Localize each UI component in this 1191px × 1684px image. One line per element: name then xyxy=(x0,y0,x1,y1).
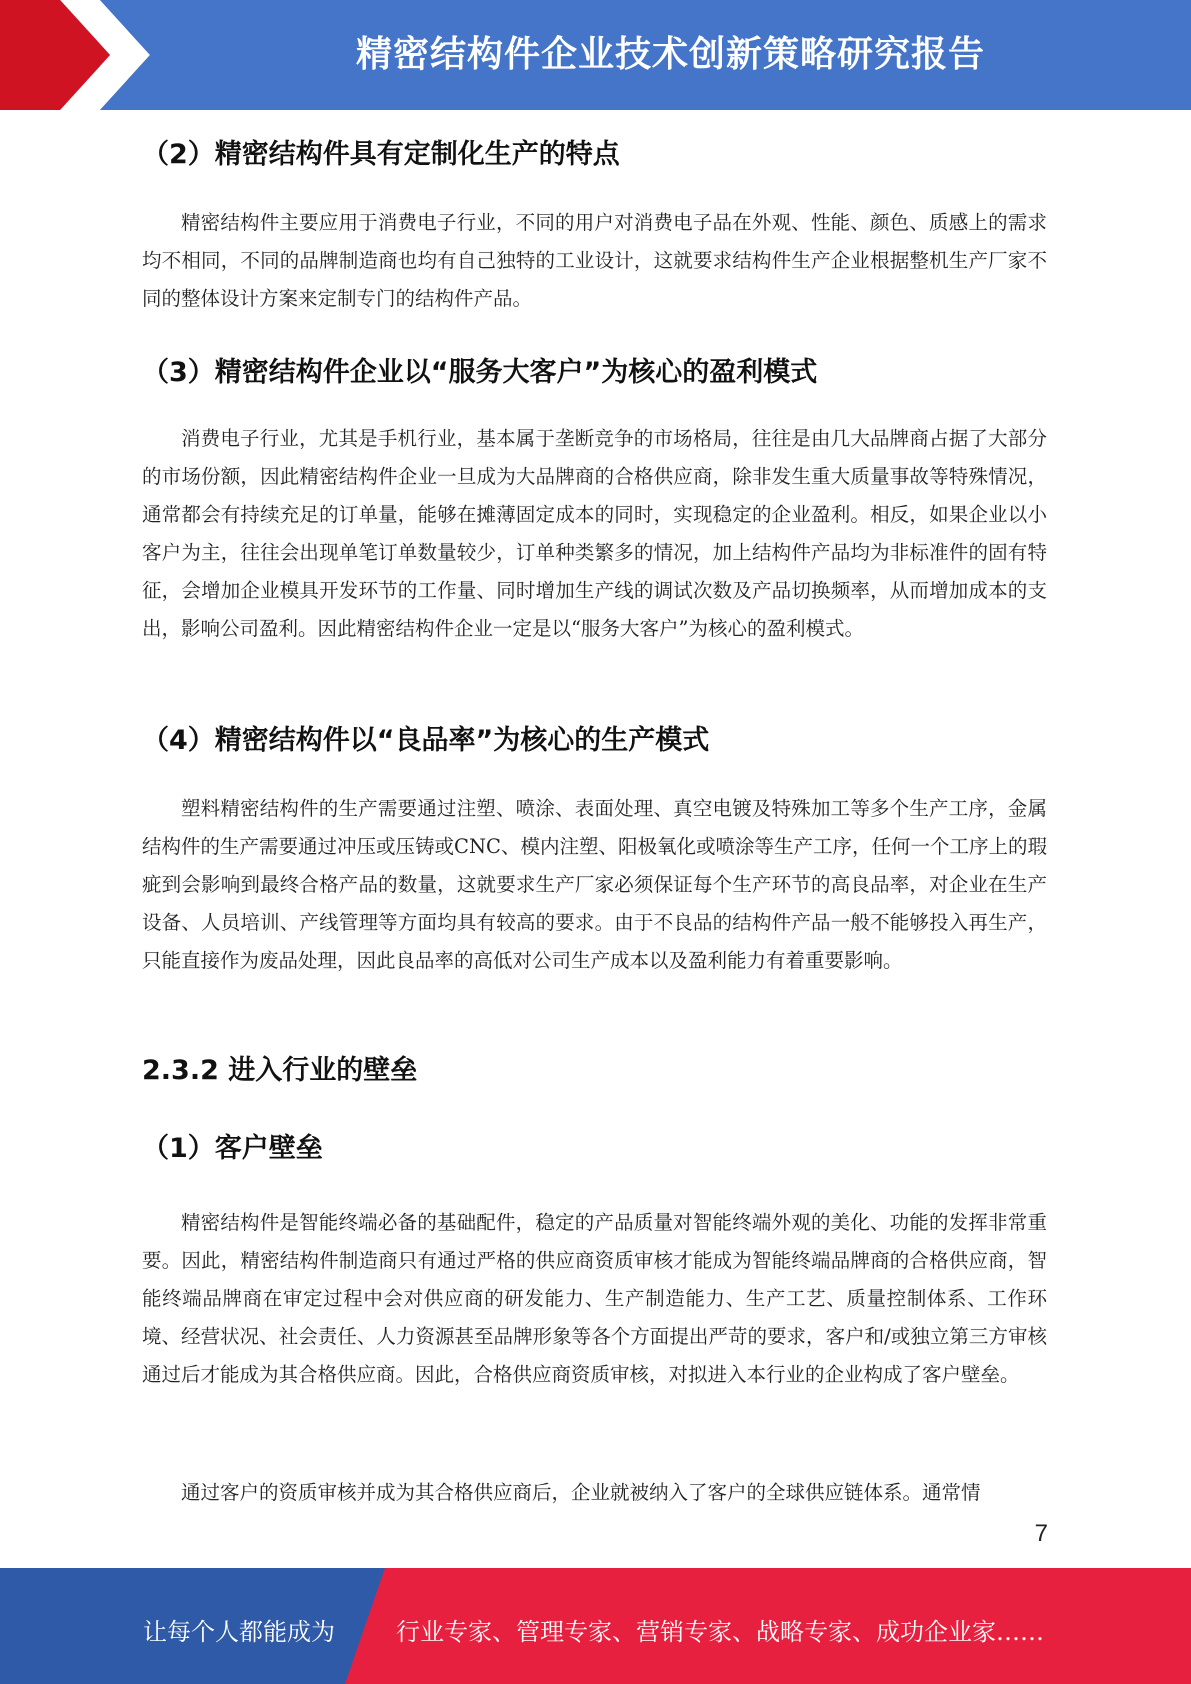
section-heading-4: （4）精密结构件以“良品率”为核心的生产模式 xyxy=(142,725,710,756)
page-number: 7 xyxy=(1034,1520,1048,1547)
paragraph-2: 精密结构件主要应用于消费电子行业，不同的用户对消费电子品在外观、性能、颜色、质感上的需求均不相同，不同的品牌制造商也均有自己独特的工业设计，这就要求结构件生产企业根据整机生产厂家不同的整体设计方案来定制专门的结构件产品。 xyxy=(142,211,1047,310)
page-header xyxy=(0,0,1191,110)
paragraph-1a: 精密结构件是智能终端必备的基础配件，稳定的产品质量对智能终端外观的美化、功能的发挥非常重要。因此，精密结构件制造商只有通过严格的供应商资质审核才能成为智能终端品牌商的合格供应商，智能终端品牌商在审定过程中会对供应商的研发能力、生产制造能力、生产工艺、质量控制体系、工作环境、经营状况、社会责任、人力资源甚至品牌形象等各个方面提出严苛的要求，客户和/或独立第三方审核通过后才能成为其合格供应商。因此，合格供应商资质审核，对拟进入本行业的企业构成了客户壁垒。 xyxy=(142,1211,1047,1386)
section-heading-2: （2）精密结构件具有定制化生产的特点 xyxy=(142,139,620,170)
header-title: 精密结构件企业技术创新策略研究报告 xyxy=(355,34,985,75)
paragraph-3: 消费电子行业，尤其是手机行业，基本属于垄断竞争的市场格局，往往是由几大品牌商占据了大部分的市场份额，因此精密结构件企业一旦成为大品牌商的合格供应商，除非发生重大质量事故等特殊情况，通常都会有持续充足的订单量，能够在摊薄固定成本的同时，实现稳定的企业盈利。相反，如果企业以小客户为主，往往会出现单笔订单数量较少，订单种类繁多的情况，加上结构件产品均为非标准件的固有特征，会增加企业模具开发环节的工作量、同时增加生产线的调试次数及产品切换频率，从而增加成本的支出，影响公司盈利。因此精密结构件企业一定是以“服务大客户”为核心的盈利模式。 xyxy=(142,427,1047,640)
footer-slogan-left: 让每个人都能成为 xyxy=(143,1618,335,1646)
footer-slogan-right: 行业专家、管理专家、营销专家、战略专家、成功企业家…… xyxy=(396,1618,1044,1646)
page-footer xyxy=(0,1568,1191,1684)
section-heading-1: （1）客户壁垒 xyxy=(142,1133,323,1164)
paragraph-4: 塑料精密结构件的生产需要通过注塑、喷涂、表面处理、真空电镀及特殊加工等多个生产工序，金属结构件的生产需要通过冲压或压铸或CNC、模内注塑、阳极氧化或喷涂等生产工序，任何一个工序上的瑕疵到会影响到最终合格产品的数量，这就要求生产厂家必须保证每个生产环节的高良品率，对企业在生产设备、人员培训、产线管理等方面均具有较高的要求。由于不良品的结构件产品一般不能够投入再生产，只能直接作为废品处理，因此良品率的高低对公司生产成本以及盈利能力有着重要影响。 xyxy=(142,797,1047,972)
paragraph-1b: 通过客户的资质审核并成为其合格供应商后，企业就被纳入了客户的全球供应链体系。通常情 xyxy=(181,1481,981,1504)
section-heading-3: （3）精密结构件企业以“服务大客户”为核心的盈利模式 xyxy=(142,357,818,388)
header-chevron-icon xyxy=(0,0,150,110)
subsection-heading: 2.3.2 进入行业的壁垒 xyxy=(142,1055,418,1086)
